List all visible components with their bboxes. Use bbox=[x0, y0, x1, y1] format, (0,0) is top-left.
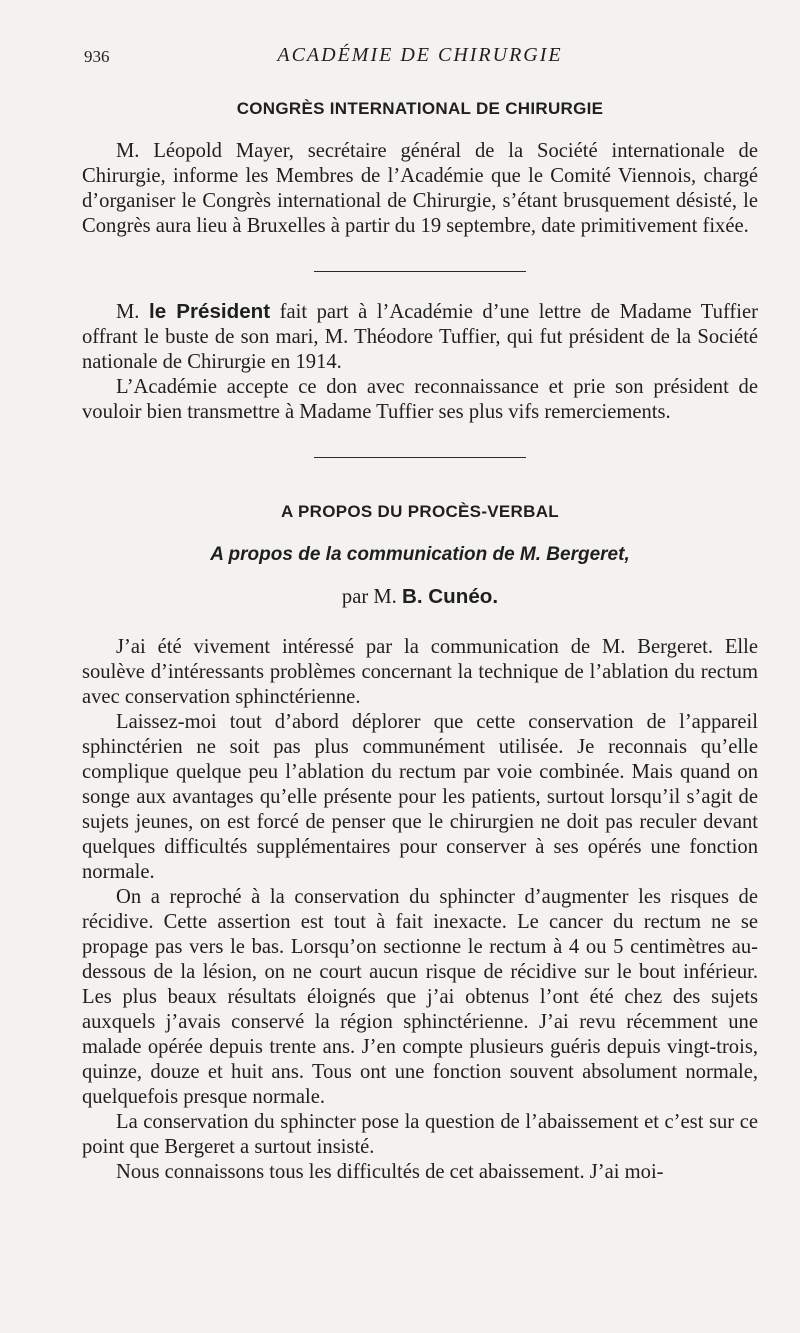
byline-prefix: par M. bbox=[341, 586, 397, 608]
paragraph-body: J’ai été vivement intéressé par la communication de M. Bergeret. Elle soulève d’intéressants problèmes concernant la technique de l’ablation du rectum avec conservation sphinctérienne. bbox=[82, 636, 758, 708]
paragraph-tuffier bbox=[82, 299, 758, 375]
paragraph-body: La conservation du sphincter pose la question de l’abaissement et c’est sur ce point que Bergeret a surtout insisté. bbox=[82, 1111, 758, 1158]
page-number: 936 bbox=[84, 47, 110, 66]
paragraph-body: On a reproché à la conservation du sphincter d’augmenter les risques de récidive. Cette assertion est tout à fait inexacte. Le cancer du rectum ne se propage pas vers le bas. Lorsqu’on sectionne le rectum à 4 ou 5 centimètres au-dessous de la lésion, on ne court aucun risque de récidive sur le bout inférieur. Les plus beaux résultats éloignés que j’ai obtenus l’ont été chez des sujets auxquels j’avais conservé la région sphinctérienne. J’ai revu récemment une malade opérée depuis trente ans. J’en compte plusieurs guéris depuis vingt-trois, quinze, douze et huit ans. Tous ont une fonction souvent absolument normale, quelquefois presque normale. bbox=[82, 886, 758, 1108]
president-label: le Président bbox=[149, 300, 271, 323]
article-title: A propos de la communication de M. Bergeret, bbox=[210, 544, 630, 565]
journal-title: ACADÉMIE DE CHIRURGIE bbox=[277, 44, 563, 66]
section-heading-proces-verbal: A PROPOS DU PROCÈS-VERBAL bbox=[281, 502, 559, 521]
paragraph-congres: M. Léopold Mayer, secrétaire général de la Société internationale de Chirurgie, informe les Membres de l’Académie que le Comité Viennois, chargé d’organiser le Congrès international de Chirurgie, s’étant brusquement désisté, le Congrès aura lieu à Bruxelles à partir du 19 septembre, date primitivement fixée. bbox=[82, 140, 758, 237]
separator-rule bbox=[314, 271, 526, 272]
tuffier-text: fait part à l’Académie d’une lettre de Madame Tuffier offrant le buste de son mari, M. Théodore Tuffier, qui fut président de la Société nationale de Chirurgie en 1914. bbox=[82, 301, 759, 373]
running-head bbox=[84, 44, 756, 70]
section-heading-congres: CONGRÈS INTERNATIONAL DE CHIRURGIE bbox=[236, 99, 604, 118]
paragraph-acceptance: L’Académie accepte ce don avec reconnaissance et prie son président de vouloir bien transmettre à Madame Tuffier ses plus vifs remerciements. bbox=[82, 376, 758, 423]
separator-rule bbox=[314, 457, 526, 458]
byline-author: B. Cunéo. bbox=[401, 585, 499, 608]
lead-prefix: M. bbox=[116, 301, 140, 323]
paragraph-body: Nous connaissons tous les difficultés de cet abaissement. J’ai moi- bbox=[116, 1161, 664, 1183]
byline bbox=[82, 584, 758, 610]
page-body bbox=[82, 96, 758, 1185]
paragraph-body: Laissez-moi tout d’abord déplorer que cette conservation de l’appareil sphinctérien ne soit pas plus communément utilisée. Je reconnais qu’elle complique quelque peu l’ablation du rectum par voie combinée. Mais quand on songe aux avantages qu’elle présente pour les patients, surtout lorsqu’il s’agit de sujets jeunes, on est forcé de penser que le chirurgien ne doit pas reculer devant quelques difficultés supplémentaires pour conserver à ses opérés une fonction normale. bbox=[82, 711, 758, 883]
